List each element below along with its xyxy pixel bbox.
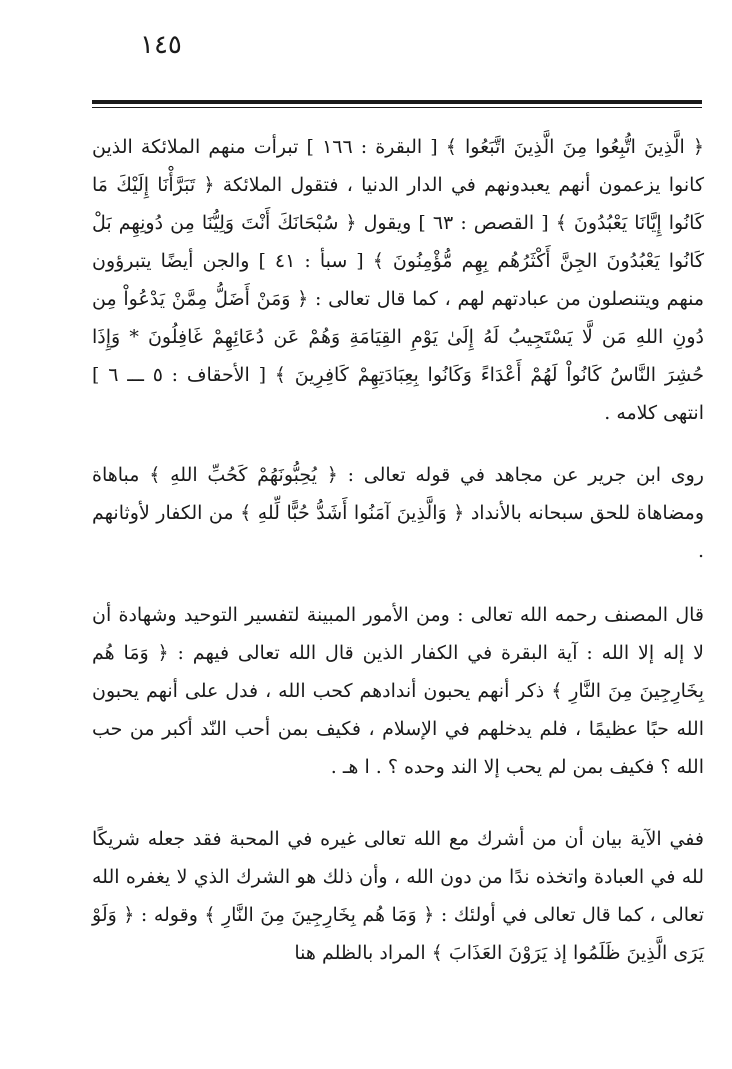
paragraph-2: روى ابن جرير عن مجاهد في قوله تعالى : ﴿ يُحِبُّونَهُمْ كَحُبِّ اللهِ ﴾ مباهاة ومضاهاة للحق سبحانه بالأنداد ﴿ وَالَّذِينَ آمَنُوا أَشَدُّ حُبًّا لِّلهِ ﴾ من الكفار لأوثانهم . <box>92 464 704 562</box>
page-number: ١٤٥ <box>140 30 182 60</box>
page-body <box>92 120 704 972</box>
header-rule-thin <box>92 107 702 108</box>
header-rule-thick <box>92 100 702 104</box>
paragraph-1: ﴿ الَّذِينَ اتُّبِعُوا مِنَ الَّذِينَ اتَّبَعُوا ﴾ [ البقرة : ١٦٦ ] تبرأت منهم الملائكة الذين كانوا يزعمون أنهم يعبدونهم في الدار الدنيا ، فتقول الملائكة ﴿ تَبَرَّأْنَا إِلَيْكَ مَا كَانُوا إِيَّانَا يَعْبُدُونَ ﴾ [ القصص : ٦٣ ] ويقول ﴿ سُبْحَانَكَ أَنْتَ وَلِيُّنَا مِن دُونِهِم بَلْ كَانُوا يَعْبُدُونَ الجِنَّ أَكْثَرُهُم بِهِم مُّؤْمِنُونَ ﴾ [ سبأ : ٤١ ] والجن أيضًا يتبرؤون منهم ويتنصلون من عبادتهم لهم ، كما قال تعالى : ﴿ وَمَنْ أَضَلُّ مِمَّنْ يَدْعُواْ مِن دُونِ اللهِ مَن لَّا يَسْتَجِيبُ لَهُ إِلَىٰ يَوْمِ القِيَامَةِ وَهُمْ عَن دُعَائِهِمْ غَافِلُونَ * وَإِذَا حُشِرَ النَّاسُ كَانُواْ لَهُمْ أَعْدَاءً وَكَانُوا بِعِبَادَتِهِمْ كَافِرِينَ ﴾ [ الأحقاف : ٥ ـــ ٦ ] انتهى كلامه . <box>92 136 705 424</box>
paragraph-4: ففي الآية بيان أن من أشرك مع الله تعالى غيره في المحبة فقد جعله شريكًا لله في العبادة واتخذه ندًا من دون الله ، وأن ذلك هو الشرك الذي لا يغفره الله تعالى ، كما قال تعالى في أولئك : ﴿ وَمَا هُم بِخَارِجِينَ مِنَ النَّارِ ﴾ وقوله : ﴿ وَلَوْ يَرَى الَّذِينَ ظَلَمُوا إذ يَرَوْنَ العَذَابَ ﴾ المراد بالظلم هنا <box>92 828 704 964</box>
paragraph-3: قال المصنف رحمه الله تعالى : ومن الأمور المبينة لتفسير التوحيد وشهادة أن لا إله إلا الله : آية البقرة في الكفار الذين قال الله تعالى فيهم : ﴿ وَمَا هُم بِخَارِجِينَ مِنَ النَّارِ ﴾ ذكر أنهم يحبون أندادهم كحب الله ، فدل على أنهم يحبون الله حبًا عظيمًا ، فلم يدخلهم في الإسلام ، فكيف بمن أحب النّد أكبر من حب الله ؟ فكيف بمن لم يحب إلا الند وحده ؟ . ا هـ . <box>92 604 704 778</box>
